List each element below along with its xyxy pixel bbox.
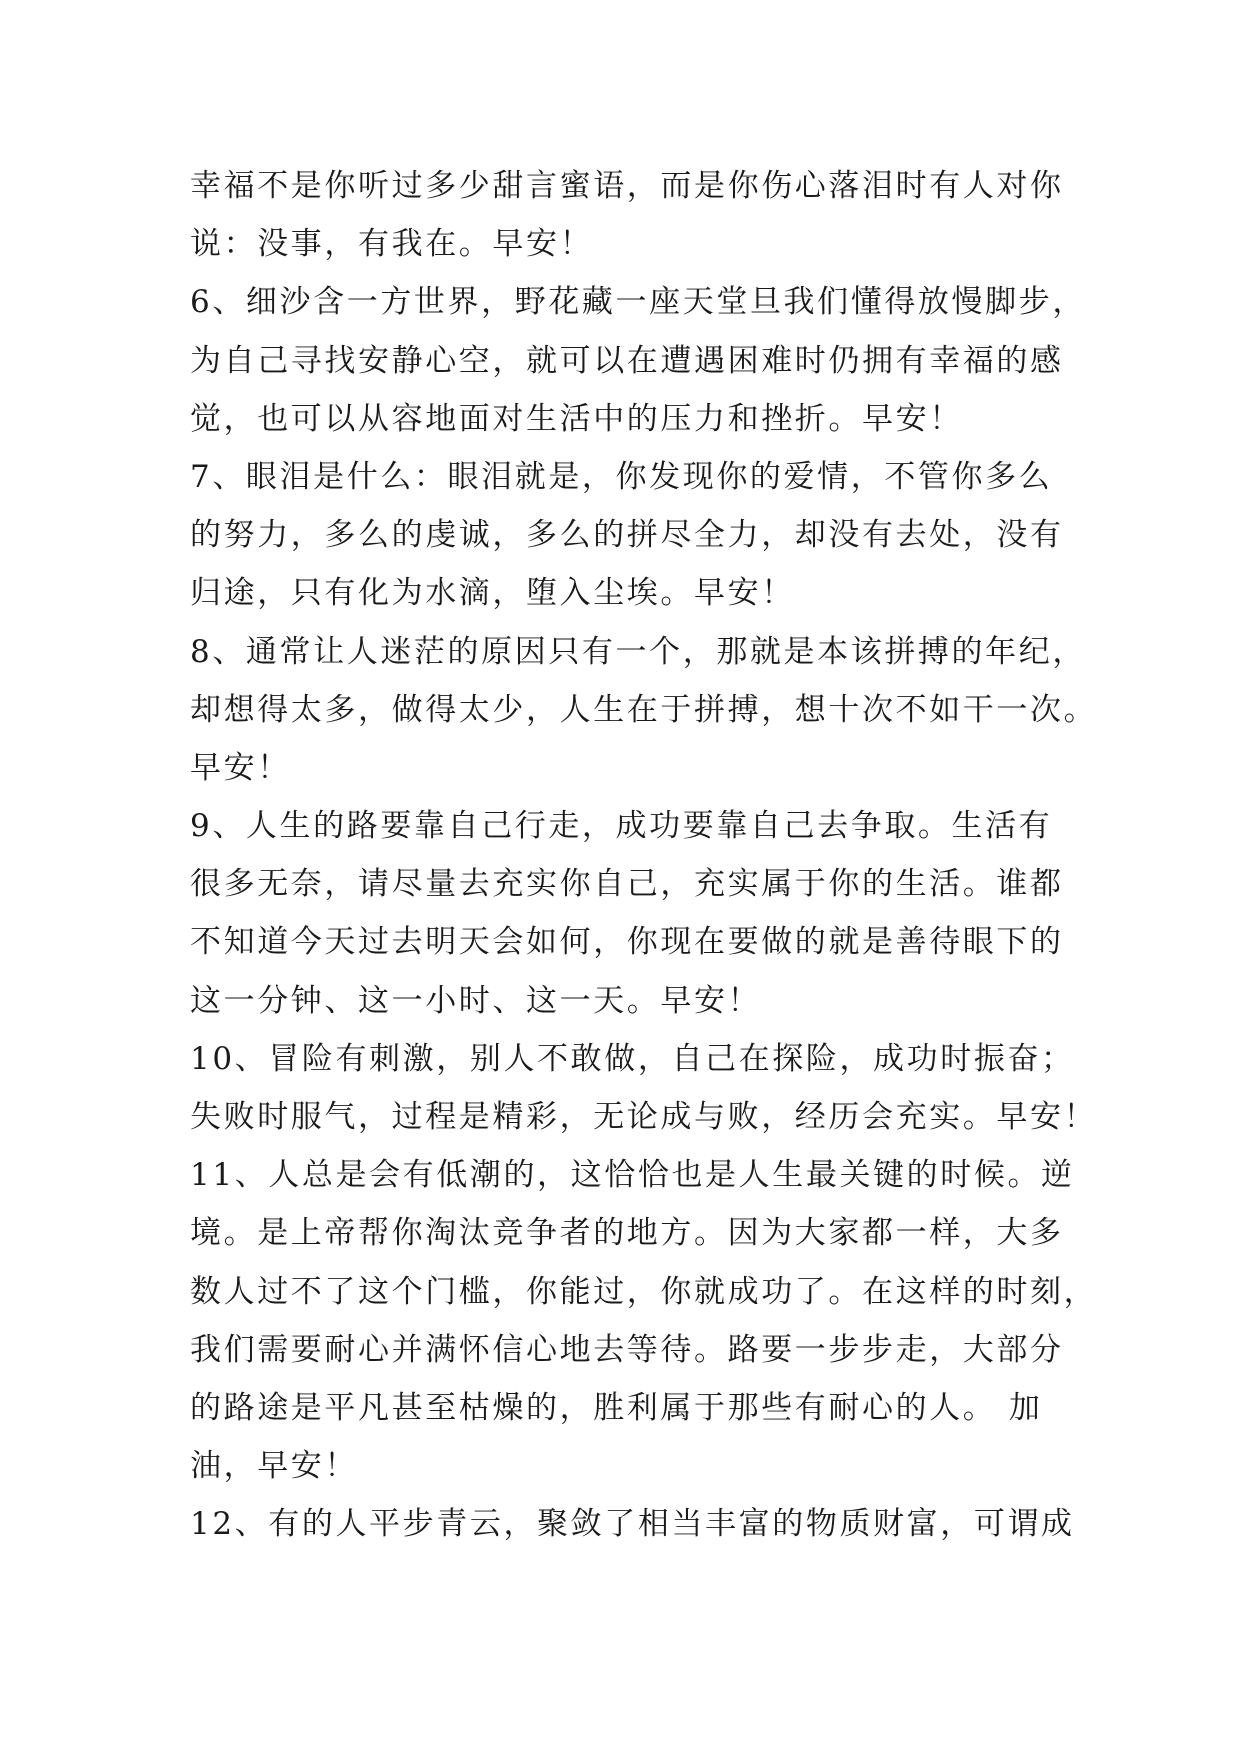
body-text [190,157,1098,1554]
text-line: 6、细沙含一方世界，野花藏一座天堂旦我们懂得放慢脚步， [190,284,1086,321]
text-line: 10、冒险有刺激，别人不敢做，自己在探险，成功时振奋； [190,1040,1075,1077]
text-line: 12、有的人平步青云，聚敛了相当丰富的物质财富，可谓成 [190,1506,1075,1543]
text-line: 却想得太多，做得太少，人生在于拼搏，想十次不如干一次。 [190,691,1098,728]
text-line: 数人过不了这个门槛，你能过，你就成功了。在这样的时刻， [190,1273,1098,1310]
text-line: 不知道今天过去明天会如何，你现在要做的就是善待眼下的 [190,924,1064,961]
text-line: 7、眼泪是什么：眼泪就是，你发现你的爱情，不管你多么 [190,458,1053,495]
text-line: 油，早安！ [190,1448,358,1485]
text-line: 9、人生的路要靠自己行走，成功要靠自己去争取。生活有 [190,808,1053,845]
text-line: 我们需要耐心并满怀信心地去等待。路要一步步走，大部分 [190,1331,1064,1368]
text-line: 这一分钟、这一小时、这一天。早安！ [190,982,762,1019]
text-line: 早安！ [190,749,291,786]
text-line: 归途，只有化为水滴，堕入尘埃。早安！ [190,575,795,612]
text-line: 的路途是平凡甚至枯燥的，胜利属于那些有耐心的人。 加 [190,1389,1043,1426]
text-line: 幸福不是你听过多少甜言蜜语，而是你伤心落泪时有人对你 [190,168,1064,204]
text-line: 的努力，多么的虔诚，多么的拼尽全力，却没有去处，没有 [190,517,1064,554]
text-line: 为自己寻找安静心空，就可以在遭遇困难时仍拥有幸福的感 [190,342,1064,379]
text-line: 8、通常让人迷茫的原因只有一个，那就是本该拼搏的年纪， [190,633,1086,670]
text-line: 说：没事，有我在。早安！ [190,226,594,263]
text-line: 境。是上帝帮你淘汰竞争者的地方。因为大家都一样，大多 [190,1215,1064,1252]
text-line: 失败时服气，过程是精彩，无论成与败，经历会充实。早安！ [190,1099,1098,1135]
text-line: 很多无奈，请尽量去充实你自己，充实属于你的生活。谁都 [190,866,1064,903]
text-line: 11、人总是会有低潮的，这恰恰也是人生最关键的时候。逆 [190,1157,1075,1194]
text-line: 觉，也可以从容地面对生活中的压力和挫折。早安！ [190,400,963,437]
